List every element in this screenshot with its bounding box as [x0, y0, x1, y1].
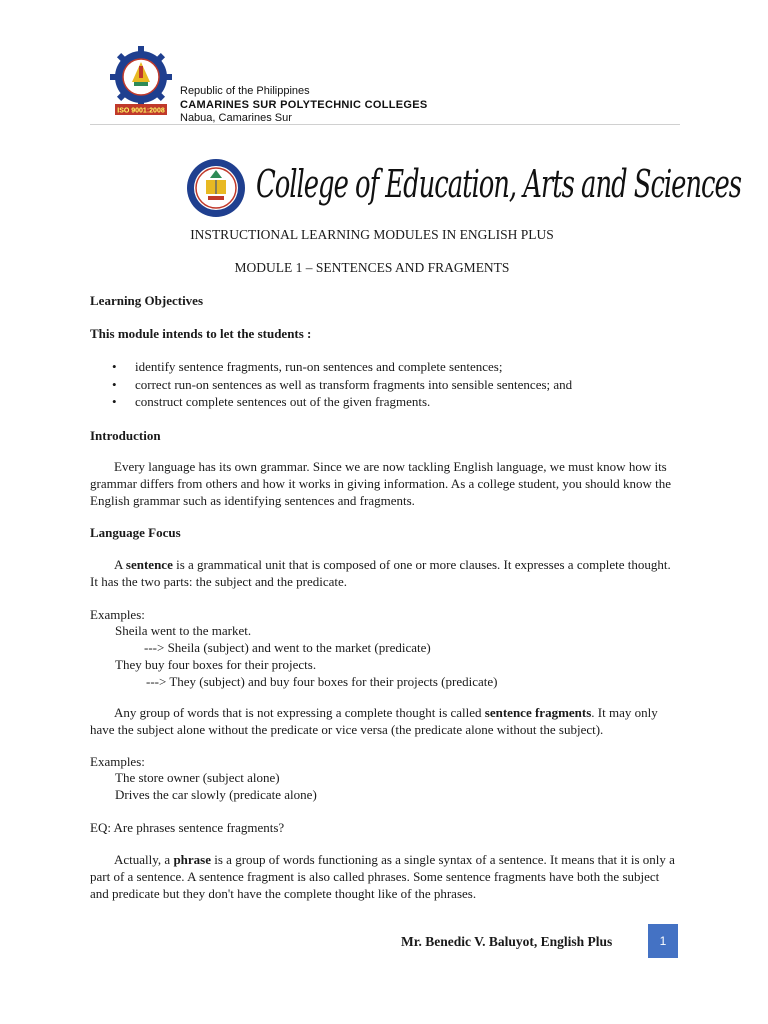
examples-label: Examples: [90, 607, 145, 622]
school-name: CAMARINES SUR POLYTECHNIC COLLEGES [180, 98, 428, 111]
phrase-definition: Actually, a phrase is a group of words functioning as a single syntax of a sentence. It means that it is only a part of a sentence. A sentence fragment is also called phrases. Some sentence fragments have both the subject and predicate but they don't have the complete thought like of the phrases. [90, 852, 675, 901]
college-name-banner: College of Education, Arts and Sciences [256, 162, 742, 206]
example-line: The store owner (subject alone) [115, 770, 280, 785]
svg-text:ISO 9001:2008: ISO 9001:2008 [117, 107, 165, 115]
fragment-definition: Any group of words that is not expressing a complete thought is called sentence fragments. It may only have the subject alone without the predicate or vice versa (the predicate alone without the subject). [90, 705, 658, 737]
module-title: MODULE 1 – SENTENCES AND FRAGMENTS [234, 260, 510, 275]
list-item: • construct complete sentences out of the given fragments. [112, 394, 431, 409]
bullet-icon: • [112, 359, 117, 374]
learning-objectives-heading: Learning Objectives [90, 293, 204, 308]
examples-label: Examples: [90, 754, 145, 769]
introduction-paragraph: Every language has its own grammar. Since we are now tackling English language, we must know how its grammar differs from others and how it works in giving information. As a college student, you should know the English grammar such as identifying sentences and fragments. [90, 459, 672, 508]
language-focus-heading: Language Focus [90, 525, 181, 540]
essential-question: EQ: Are phrases sentence fragments? [90, 820, 285, 835]
example-line: Drives the car slowly (predicate alone) [115, 787, 317, 802]
example-line: ---> Sheila (subject) and went to the market (predicate) [144, 640, 431, 655]
list-item: • identify sentence fragments, run-on sentences and complete sentences; [112, 359, 503, 374]
bullet-icon: • [112, 376, 117, 392]
objectives-list [90, 358, 572, 411]
page-number-badge: 1 [648, 924, 678, 958]
footer-author: Mr. Benedic V. Baluyot, English Plus [401, 934, 613, 949]
school-location: Nabua, Camarines Sur [180, 112, 292, 124]
bullet-icon: • [112, 394, 117, 409]
fragment-term: sentence fragments [484, 705, 592, 720]
sentence-term: sentence [125, 557, 173, 572]
objectives-intro: This module intends to let the students : [90, 326, 312, 341]
example-line: Sheila went to the market. [115, 623, 252, 638]
introduction-heading: Introduction [90, 428, 161, 443]
list-item: • correct run-on sentences as well as transform fragments into sensible sentences; and [112, 376, 573, 392]
republic-line: Republic of the Philippines [180, 85, 310, 97]
sentence-definition: A sentence is a grammatical unit that is composed of one or more clauses. It expresses a complete thought. It has the two parts: the subject and the predicate. [90, 557, 671, 589]
school-header [180, 85, 428, 126]
example-line: They buy four boxes for their projects. [115, 657, 317, 672]
college-seal-logo [186, 158, 246, 218]
module-series-title: INSTRUCTIONAL LEARNING MODULES IN ENGLISH PLUS [190, 227, 554, 242]
header-divider [90, 124, 680, 125]
example-line: ---> They (subject) and buy four boxes for their projects (predicate) [146, 674, 498, 689]
school-seal-logo [108, 44, 174, 120]
phrase-term: phrase [173, 852, 212, 867]
